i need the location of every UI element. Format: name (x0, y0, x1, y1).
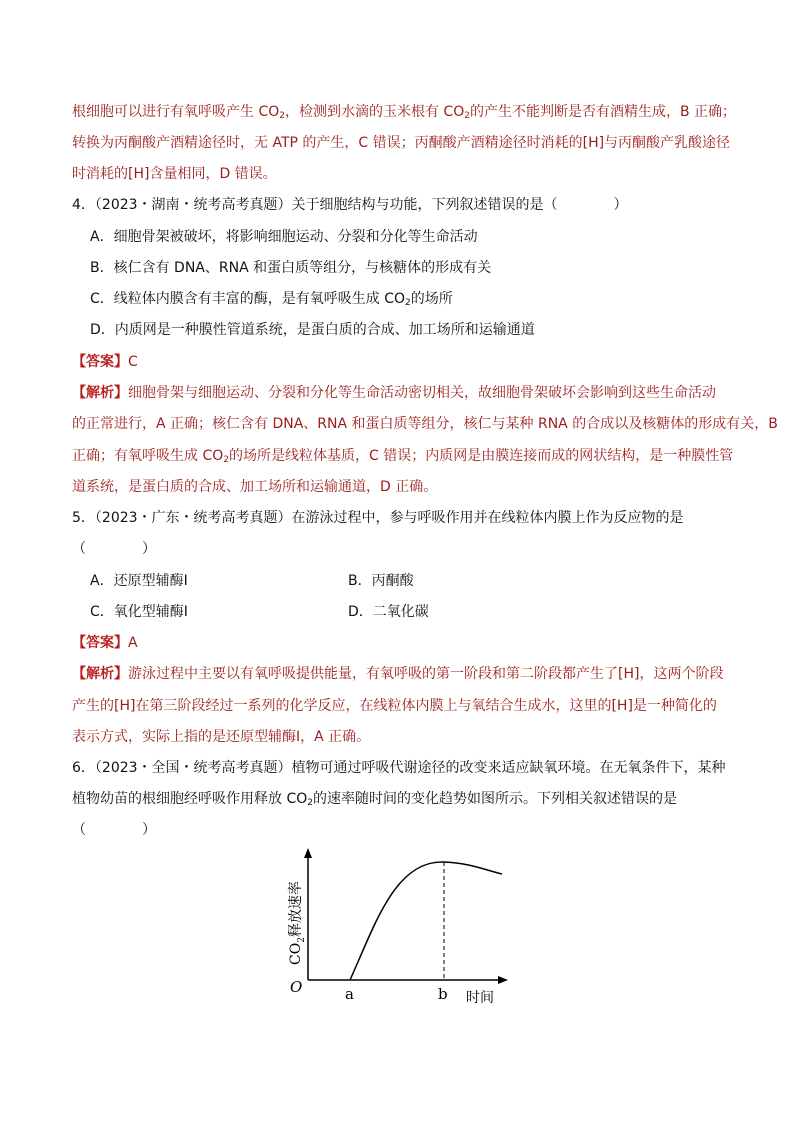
q5-option-c: C．氧化型辅酶Ⅰ (90, 604, 188, 620)
q4-option-b: B．核仁含有 DNA、RNA 和蛋白质等组分，与核糖体的形成有关 (90, 260, 492, 276)
q4-stem: 4．（2023・湖南・统考高考真题）关于细胞结构与功能，下列叙述错误的是（ ） (72, 197, 628, 213)
q5-blank: （ ） (72, 541, 156, 557)
answer-value: C (128, 354, 138, 370)
q5-option-d: D．二氧化碳 (348, 604, 429, 620)
origin-label: O (290, 978, 303, 996)
co2-release-rate-graph (270, 840, 520, 1015)
q4-option-c: C．线粒体内膜含有丰富的酶，是有氧呼吸生成 $CO_2$的场所 (90, 291, 453, 308)
q4-analysis-line-3: 正确；有氧呼吸生成 $CO_2$的场所是线粒体基质，C 错误；内质网是由膜连接而成的网状结构，是一种膜性管 (72, 448, 734, 465)
point-a-label: a (345, 985, 354, 1003)
x-axis-label: 时间 (466, 990, 494, 1006)
answer-tag: 【答案】 (72, 635, 128, 651)
q4-answer (72, 352, 138, 372)
y-axis-arrow (304, 848, 312, 858)
answer-tag: 【答案】 (72, 354, 128, 370)
prev-analysis-line-2: 转换为丙酮酸产酒精途径时，无 ATP 的产生，C 错误；丙酮酸产酒精途径时消耗的[H]与丙酮酸产乳酸途径 (72, 135, 731, 151)
q6-blank: （ ） (72, 822, 156, 838)
q5-analysis-line-1: 【解析】游泳过程中主要以有氧呼吸提供能量，有氧呼吸的第一阶段和第二阶段都产生了[H]，这两个阶段 (72, 666, 724, 682)
q6-stem-line-1: 6．（2023・全国・统考高考真题）植物可通过呼吸代谢途径的改变来适应缺氧环境。在无氧条件下，某种 (72, 760, 726, 776)
q5-analysis-line-3: 表示方式，实际上指的是还原型辅酶Ⅰ，A 正确。 (72, 729, 371, 745)
q4-option-a: A．细胞骨架被破坏，将影响细胞运动、分裂和分化等生命活动 (90, 229, 478, 245)
prev-analysis-line-1: 根细胞可以进行有氧呼吸产生 $CO_2$，检测到水滴的玉米根有 $CO_2$的产生不能判断是否有酒精生成，B 正确； (72, 104, 737, 121)
analysis-tag: 【解析】 (72, 666, 128, 682)
q6-stem-line-2: 植物幼苗的根细胞经呼吸作用释放 $CO_2$的速率随时间的变化趋势如图所示。下列相关叙述错误的是 (72, 791, 677, 808)
q4-analysis-line-2: 的正常进行，A 正确；核仁含有 DNA、RNA 和蛋白质等组分，核仁与某种 RNA 的合成以及核糖体的形成有关，B (72, 416, 778, 432)
q5-option-b: B．丙酮酸 (348, 573, 414, 589)
analysis-tag: 【解析】 (72, 385, 128, 401)
q4-option-d: D．内质网是一种膜性管道系统，是蛋白质的合成、加工场所和运输通道 (90, 322, 535, 338)
q5-stem: 5．（2023・广东・统考高考真题）在游泳过程中，参与呼吸作用并在线粒体内膜上作为反应物的是 (72, 510, 684, 526)
q5-analysis-line-2: 产生的[H]在第三阶段经过一系列的化学反应，在线粒体内膜上与氧结合生成水，这里的[H]是一种简化的 (72, 698, 717, 714)
q4-analysis-line-1: 【解析】细胞骨架与细胞运动、分裂和分化等生命活动密切相关，故细胞骨架破坏会影响到这些生命活动 (72, 385, 716, 401)
q5-answer (72, 633, 138, 653)
answer-value: A (128, 635, 138, 651)
q5-option-a: A．还原型辅酶Ⅰ (90, 573, 188, 589)
y-axis-label: $CO_2$释放速率 (288, 881, 307, 965)
rate-curve (350, 862, 502, 980)
x-axis-arrow (498, 976, 508, 984)
point-b-label: b (438, 985, 448, 1003)
q4-analysis-line-4: 道系统，是蛋白质的合成、加工场所和运输通道，D 正确。 (72, 479, 438, 495)
prev-analysis-line-3: 时消耗的[H]含量相同，D 错误。 (72, 166, 277, 182)
